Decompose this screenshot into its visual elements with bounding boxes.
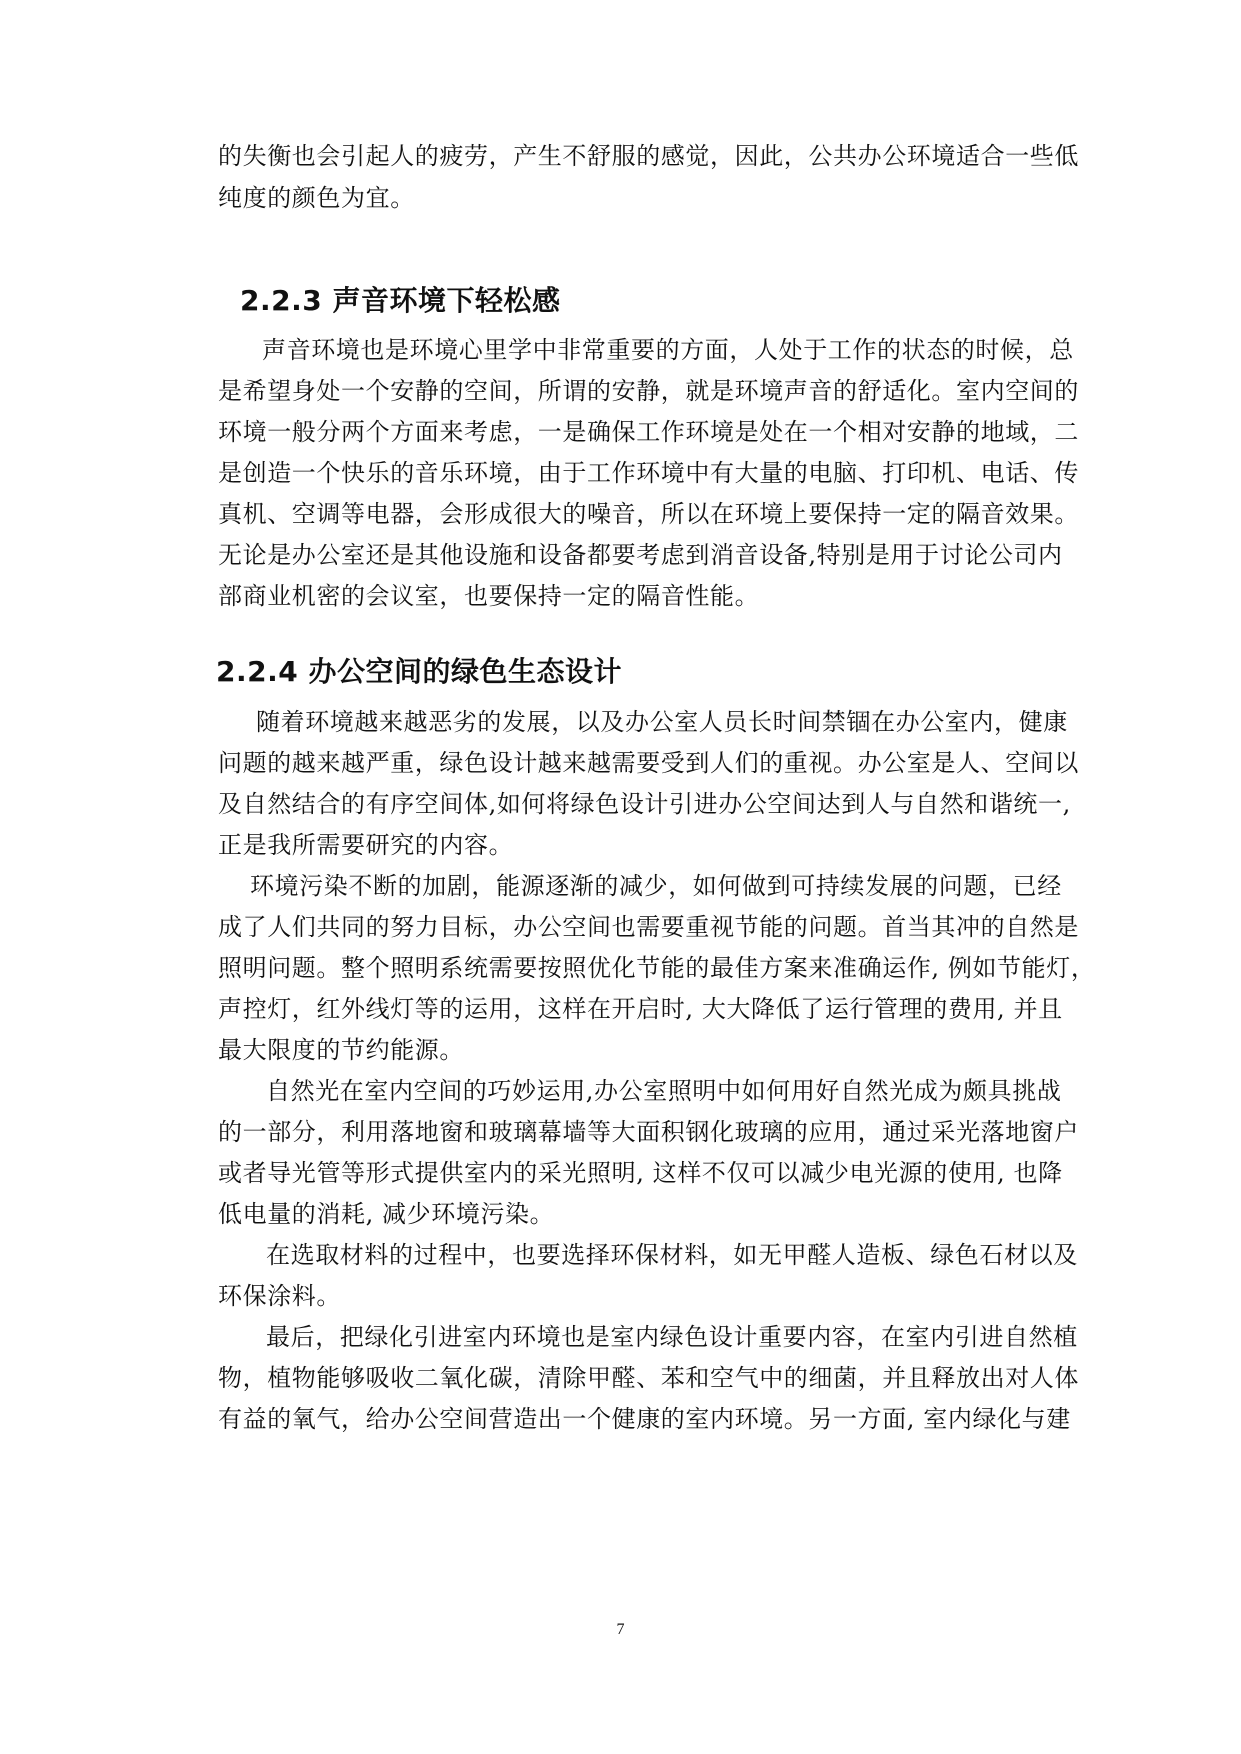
section-224-p1-line-4: 正是我所需要研究的内容。 (218, 831, 514, 859)
section-223-line-2: 是希望身处一个安静的空间，所谓的安静，就是环境声音的舒适化。室内空间的 (218, 377, 1079, 405)
section-224-p4-line-2: 环保涂料。 (218, 1282, 341, 1310)
section-223-line-3: 环境一般分两个方面来考虑，一是确保工作环境是处在一个相对安静的地域，二 (218, 418, 1079, 446)
section-224-p2-line-4: 声控灯，红外线灯等的运用，这样在开启时, 大大降低了运行管理的费用, 并且 (218, 995, 1063, 1023)
section-224-p1-line-2: 问题的越来越严重，绿色设计越来越需要受到人们的重视。办公室是人、空间以 (218, 749, 1079, 777)
section-224-p2-line-1: 环境污染不断的加剧，能源逐渐的减少，如何做到可持续发展的问题，已经 (250, 872, 1062, 900)
section-223-line-7: 部商业机密的会议室，也要保持一定的隔音性能。 (218, 582, 760, 610)
section-224-p3-line-1: 自然光在室内空间的巧妙运用,办公室照明中如何用好自然光成为颇具挑战 (266, 1077, 1062, 1105)
section-224-p5-line-1: 最后，把绿化引进室内环境也是室内绿色设计重要内容，在室内引进自然植 (266, 1323, 1078, 1351)
section-heading-2-2-4: 2.2.4 办公空间的绿色生态设计 (216, 655, 622, 688)
section-223-line-6: 无论是办公室还是其他设施和设备都要考虑到消音设备,特别是用于讨论公司内 (218, 541, 1063, 569)
section-224-p1-line-1: 随着环境越来越恶劣的发展，以及办公室人员长时间禁锢在办公室内，健康 (256, 708, 1068, 736)
section-223-line-5: 真机、空调等电器，会形成很大的噪音，所以在环境上要保持一定的隔音效果。 (218, 500, 1079, 528)
section-224-p3-line-2: 的一部分，利用落地窗和玻璃幕墙等大面积钢化玻璃的应用，通过采光落地窗户 (218, 1118, 1079, 1146)
continuation-line-1: 的失衡也会引起人的疲劳，产生不舒服的感觉，因此，公共办公环境适合一些低 (218, 142, 1079, 170)
section-224-p5-line-3: 有益的氧气，给办公空间营造出一个健康的室内环境。另一方面, 室内绿化与建 (218, 1405, 1071, 1433)
section-224-p2-line-3: 照明问题。整个照明系统需要按照优化节能的最佳方案来准确运作, 例如节能灯， (218, 954, 1096, 982)
section-224-p4-line-1: 在选取材料的过程中，也要选择环保材料，如无甲醛人造板、绿色石材以及 (266, 1241, 1078, 1269)
section-223-line-1: 声音环境也是环境心里学中非常重要的方面，人处于工作的状态的时候，总 (262, 336, 1074, 364)
section-223-line-4: 是创造一个快乐的音乐环境，由于工作环境中有大量的电脑、打印机、电话、传 (218, 459, 1079, 487)
section-224-p1-line-3: 及自然结合的有序空间体,如何将绿色设计引进办公空间达到人与自然和谐统一, (218, 790, 1071, 818)
section-224-p2-line-2: 成了人们共同的努力目标，办公空间也需要重视节能的问题。首当其冲的自然是 (218, 913, 1079, 941)
page-number: 7 (616, 1621, 625, 1638)
section-224-p3-line-3: 或者导光管等形式提供室内的采光照明, 这样不仅可以减少电光源的使用, 也降 (218, 1159, 1063, 1187)
continuation-line-2: 纯度的颜色为宜。 (218, 184, 415, 212)
section-heading-2-2-3: 2.2.3 声音环境下轻松感 (240, 284, 561, 317)
section-224-p2-line-5: 最大限度的节约能源。 (218, 1036, 464, 1064)
section-224-p5-line-2: 物，植物能够吸收二氧化碳，清除甲醛、苯和空气中的细菌，并且释放出对人体 (218, 1364, 1079, 1392)
section-224-p3-line-4: 低电量的消耗, 减少环境污染。 (218, 1200, 555, 1228)
